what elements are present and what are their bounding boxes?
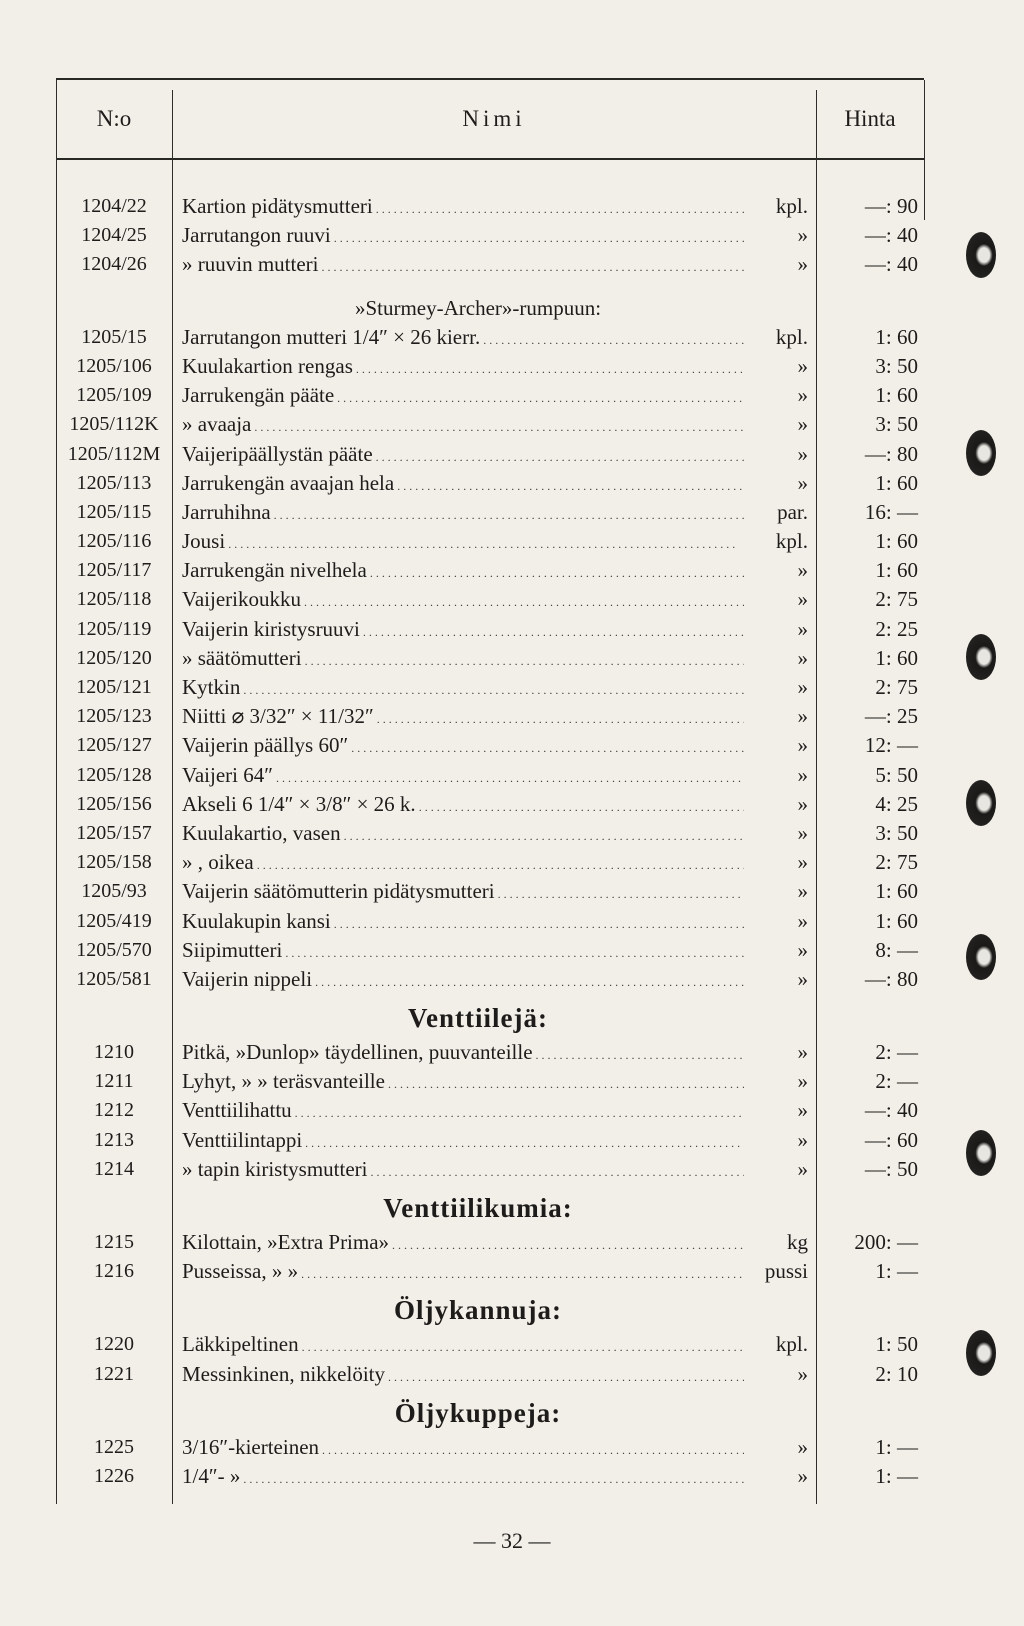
item-price: 1: —	[875, 1434, 918, 1459]
item-price: —: 60	[864, 1127, 918, 1152]
item-unit: »	[744, 907, 808, 936]
table-row	[0, 410, 1024, 439]
item-number: 1204/25	[81, 224, 147, 247]
item-price: 12: —	[864, 733, 918, 758]
binder-hole	[966, 1330, 996, 1376]
item-price: 1: 50	[875, 1332, 918, 1357]
item-price: —: 50	[864, 1156, 918, 1181]
item-unit: »	[744, 848, 808, 877]
item-name: 1/4″- » . . .	[182, 1462, 774, 1494]
item-name: Jarrukengän nivelhela . . .	[182, 556, 774, 588]
item-number: 1205/123	[76, 705, 152, 728]
item-name: Kytkin . . .	[182, 673, 774, 705]
item-name: Akseli 6 1/4″ × 3/8″ × 26 k. . . .	[182, 790, 774, 822]
item-name: Läkkipeltinen . . .	[182, 1330, 774, 1362]
item-price: —: 25	[864, 704, 918, 729]
item-name: 3/16″-kierteinen . . .	[182, 1433, 774, 1465]
item-unit: par.	[744, 498, 808, 527]
item-number: 1205/121	[76, 676, 152, 698]
table-row	[0, 936, 1024, 965]
item-name: Vaijeripäällystän pääte . . .	[182, 440, 774, 472]
item-number: 1215	[94, 1231, 134, 1253]
binder-hole	[966, 634, 996, 680]
item-unit: »	[744, 440, 808, 469]
column-header-number: N:o	[96, 106, 132, 131]
item-number: 1216	[94, 1260, 134, 1283]
item-number: 1226	[94, 1464, 134, 1487]
item-unit: »	[744, 790, 808, 819]
item-name: Jousi . . .	[182, 527, 774, 559]
item-price: —: 40	[864, 1098, 918, 1123]
item-name: Niitti ⌀ 3/32″ × 11/32″ . . .	[182, 702, 774, 734]
item-unit: »	[744, 1462, 808, 1491]
item-name: Kuulakartio, vasen . . .	[182, 819, 774, 851]
item-unit: »	[744, 1360, 808, 1389]
item-unit: »	[744, 965, 808, 994]
table-row	[0, 965, 1024, 994]
item-number: 1205/127	[76, 734, 152, 757]
item-unit: »	[744, 819, 808, 848]
section-title: Venttiilikumia:	[383, 1193, 573, 1223]
item-name: » , oikea . . .	[182, 848, 774, 880]
item-unit: »	[744, 702, 808, 731]
item-unit: kpl.	[744, 527, 808, 556]
item-unit: »	[744, 673, 808, 702]
item-unit: »	[744, 381, 808, 410]
table-row	[0, 1038, 1024, 1067]
item-number: 1205/158	[76, 851, 152, 874]
table-row	[0, 790, 1024, 819]
item-number: 1205/93	[81, 880, 147, 903]
item-price: 1: 60	[875, 383, 918, 408]
item-name: Pitkä, »Dunlop» täydellinen, puuvanteille . . .	[182, 1038, 774, 1070]
item-price: 3: 50	[875, 412, 918, 437]
item-unit: »	[744, 936, 808, 965]
item-unit: »	[744, 1096, 808, 1125]
section-heading	[0, 994, 1024, 1038]
table-row	[0, 848, 1024, 877]
item-number: 1220	[94, 1333, 134, 1356]
section-title: »Sturmey-Archer»-rumpuun:	[354, 295, 602, 320]
item-price: 1: —	[875, 1463, 918, 1488]
binder-hole	[966, 232, 996, 278]
item-name: Jarrukengän pääte . . .	[182, 381, 774, 413]
item-name: Kartion pidätysmutteri . . .	[182, 192, 774, 224]
table-row	[0, 498, 1024, 527]
item-number: 1205/117	[76, 559, 152, 582]
item-name: » säätömutteri . . .	[182, 644, 774, 676]
binder-hole	[966, 1130, 996, 1176]
item-number: 1204/26	[81, 253, 147, 276]
price-list	[0, 192, 1024, 1491]
item-price: 1: 60	[875, 558, 918, 583]
table-row	[0, 381, 1024, 410]
item-number: 1205/106	[76, 354, 152, 377]
table-row	[0, 1126, 1024, 1155]
item-name: Pusseissa, » » . . .	[182, 1257, 774, 1289]
table-row	[0, 907, 1024, 936]
item-price: 2: 10	[875, 1361, 918, 1386]
section-spacer	[0, 280, 1024, 294]
table-row	[0, 469, 1024, 498]
item-unit: »	[744, 877, 808, 906]
table-row	[0, 585, 1024, 614]
section-heading	[0, 1389, 1024, 1433]
item-unit: »	[744, 469, 808, 498]
item-number: 1212	[94, 1099, 134, 1122]
item-name: Vaijerin nippeli . . .	[182, 965, 774, 997]
table-row	[0, 877, 1024, 906]
item-price: —: 40	[864, 252, 918, 277]
table-row	[0, 1462, 1024, 1491]
item-name: » ruuvin mutteri . . .	[182, 250, 774, 282]
item-number: 1205/119	[76, 617, 152, 640]
table-row	[0, 527, 1024, 556]
table-row	[0, 1228, 1024, 1257]
item-price: 4: 25	[875, 791, 918, 816]
item-price: 3: 50	[875, 820, 918, 845]
table-row	[0, 761, 1024, 790]
item-unit: »	[744, 410, 808, 439]
item-price: 2: —	[875, 1069, 918, 1094]
item-name: Kuulakartion rengas . . .	[182, 352, 774, 384]
table-row	[0, 702, 1024, 731]
item-number: 1213	[94, 1128, 134, 1151]
item-unit: »	[744, 585, 808, 614]
item-price: 200: —	[854, 1230, 918, 1254]
item-price: —: 90	[864, 194, 918, 218]
item-price: 2: —	[875, 1040, 918, 1065]
item-unit: »	[744, 1126, 808, 1155]
column-header-price: Hinta	[844, 106, 896, 131]
table-row	[0, 1433, 1024, 1462]
section-title: Öljykannuja:	[393, 1295, 563, 1326]
item-number: 1210	[94, 1041, 134, 1064]
table-header-rule	[56, 158, 924, 160]
item-price: 16: —	[864, 499, 918, 524]
item-name: Vaijeri 64″ . . .	[182, 761, 774, 793]
item-unit: »	[744, 615, 808, 644]
item-unit: »	[744, 1038, 808, 1067]
item-name: Jarrutangon mutteri 1/4″ × 26 kierr. . . .	[182, 323, 774, 355]
item-price: 8: —	[875, 937, 918, 962]
item-unit: »	[744, 352, 808, 381]
item-number: 1205/115	[76, 500, 152, 523]
item-price: 2: 25	[875, 616, 918, 641]
table-row	[0, 556, 1024, 585]
table-row	[0, 1330, 1024, 1359]
table-row	[0, 1360, 1024, 1389]
page-number: — 32 —	[473, 1528, 551, 1553]
item-name: Lyhyt, » » teräsvanteille . . .	[182, 1067, 774, 1099]
table-row	[0, 323, 1024, 352]
item-name: » avaaja . . .	[182, 410, 774, 442]
item-number: 1205/112M	[67, 442, 161, 465]
table-top-rule	[56, 78, 924, 80]
item-price: 1: 60	[875, 470, 918, 495]
item-number: 1205/112K	[69, 413, 159, 436]
item-number: 1204/22	[81, 195, 147, 217]
item-number: 1205/156	[76, 792, 152, 815]
item-unit: »	[744, 1155, 808, 1184]
item-number: 1205/120	[76, 646, 152, 669]
item-unit: kg	[744, 1228, 808, 1257]
table-row	[0, 731, 1024, 760]
item-name: Kilottain, »Extra Prima» . . .	[182, 1228, 774, 1260]
item-price: 1: —	[875, 1259, 918, 1284]
item-name: Venttiilihattu . . .	[182, 1096, 774, 1128]
table-row	[0, 352, 1024, 381]
item-name: Siipimutteri . . .	[182, 936, 774, 968]
item-price: 1: 60	[875, 645, 918, 670]
item-number: 1205/128	[76, 763, 152, 786]
item-unit: kpl.	[744, 1330, 808, 1359]
item-name: Vaijerikoukku . . .	[182, 585, 774, 617]
item-name: Vaijerin kiristysruuvi . . .	[182, 615, 774, 647]
item-price: 1: 60	[875, 324, 918, 349]
item-number: 1205/419	[76, 909, 152, 932]
table-row	[0, 192, 1024, 221]
item-price: 3: 50	[875, 353, 918, 378]
table-row	[0, 250, 1024, 279]
item-price: 2: 75	[875, 850, 918, 875]
item-price: —: 40	[864, 223, 918, 248]
item-unit: »	[744, 644, 808, 673]
item-unit: »	[744, 761, 808, 790]
item-number: 1211	[94, 1070, 134, 1093]
item-unit: »	[744, 250, 808, 279]
item-name: Jarrutangon ruuvi . . .	[182, 221, 774, 253]
item-price: 1: 60	[875, 879, 918, 904]
item-number: 1205/113	[76, 471, 152, 494]
item-number: 1205/570	[76, 938, 152, 961]
item-price: —: 80	[864, 441, 918, 466]
item-price: 2: 75	[875, 675, 918, 699]
table-row	[0, 1257, 1024, 1286]
item-name: Vaijerin päällys 60″ . . .	[182, 731, 774, 763]
section-heading	[0, 1184, 1024, 1228]
item-number: 1205/15	[81, 325, 147, 348]
item-unit: kpl.	[744, 192, 808, 221]
binder-hole	[966, 780, 996, 826]
item-unit: »	[744, 1067, 808, 1096]
item-name: Venttiilintappi . . .	[182, 1126, 774, 1158]
item-number: 1214	[94, 1157, 134, 1180]
section-heading	[0, 1286, 1024, 1330]
table-row	[0, 644, 1024, 673]
item-number: 1205/116	[76, 530, 152, 553]
item-name: Kuulakupin kansi . . .	[182, 907, 774, 939]
item-unit: »	[744, 731, 808, 760]
item-number: 1205/118	[76, 588, 152, 611]
item-name: » tapin kiristysmutteri . . .	[182, 1155, 774, 1187]
item-number: 1205/157	[76, 821, 152, 844]
item-price: 1: 60	[875, 908, 918, 933]
table-row	[0, 440, 1024, 469]
item-number: 1205/109	[76, 384, 152, 407]
table-row	[0, 615, 1024, 644]
table-row	[0, 673, 1024, 702]
section-title: Öljykuppeja:	[394, 1397, 562, 1428]
column-header-name: Nimi	[462, 106, 526, 131]
item-name: Jarrukengän avaajan hela . . .	[182, 469, 774, 501]
item-number: 1205/581	[76, 967, 152, 990]
item-name: Jarruhihna . . .	[182, 498, 774, 530]
item-number: 1221	[94, 1362, 134, 1385]
item-unit: pussi	[744, 1257, 808, 1286]
item-unit: »	[744, 1433, 808, 1462]
table-row	[0, 819, 1024, 848]
item-unit: »	[744, 221, 808, 250]
table-row	[0, 1067, 1024, 1096]
binder-hole	[966, 430, 996, 476]
item-unit: kpl.	[744, 323, 808, 352]
section-title: Venttiilejä:	[408, 1003, 548, 1034]
table-row	[0, 1155, 1024, 1184]
section-heading	[0, 294, 1024, 323]
item-number: 1225	[94, 1435, 134, 1458]
table-row	[0, 1096, 1024, 1125]
item-price: 1: 60	[875, 529, 918, 554]
item-name: Messinkinen, nikkelöity . . .	[182, 1360, 774, 1392]
item-price: 2: 75	[875, 587, 918, 612]
table-row	[0, 221, 1024, 250]
item-price: 5: 50	[875, 762, 918, 787]
item-price: —: 80	[864, 966, 918, 991]
item-name: Vaijerin säätömutterin pidätysmutteri . . .	[182, 877, 774, 909]
item-unit: »	[744, 556, 808, 585]
binder-hole	[966, 934, 996, 980]
